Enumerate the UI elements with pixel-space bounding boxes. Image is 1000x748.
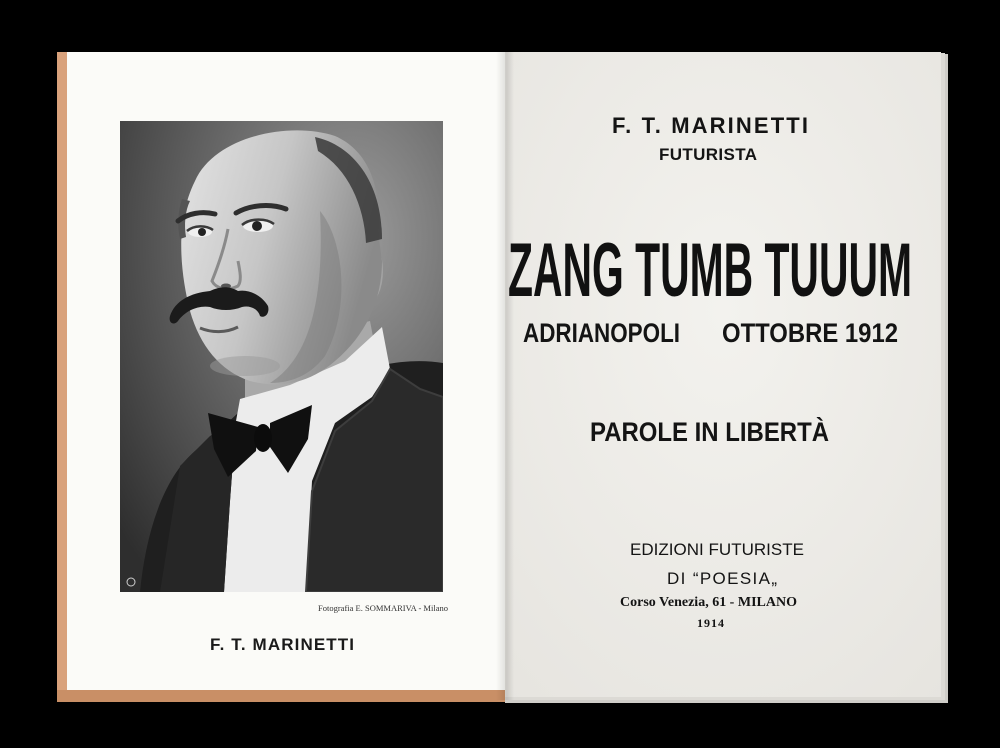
portrait-photo <box>120 121 443 592</box>
left-pupil <box>198 228 206 236</box>
author-movement: FUTURISTA <box>659 145 757 164</box>
bow-tie-knot <box>254 424 272 452</box>
publisher-imprint: DI “POESIA„ <box>667 569 777 588</box>
book-title: ZANG TUMB TUUUM <box>508 228 912 313</box>
photo-credit: Fotografia E. SOMMARIVA - Milano <box>318 604 448 613</box>
right-pupil <box>252 221 262 231</box>
publisher-name: EDIZIONI FUTURISTE <box>630 540 804 559</box>
chin-shadow <box>210 356 280 376</box>
cover-bottom-edge <box>57 690 509 702</box>
portrait-caption: F. T. MARINETTI <box>210 635 354 654</box>
gutter-shadow <box>496 52 514 700</box>
subtitle-date: OTTOBRE 1912 <box>722 318 898 348</box>
genre-line: PAROLE IN LIBERTÀ <box>590 417 860 447</box>
author-name: F. T. MARINETTI <box>612 113 808 138</box>
publication-year: 1914 <box>697 616 724 630</box>
subtitle-place: ADRIANOPOLI <box>523 318 680 348</box>
publisher-address: Corso Venezia, 61 - MILANO <box>620 595 797 610</box>
